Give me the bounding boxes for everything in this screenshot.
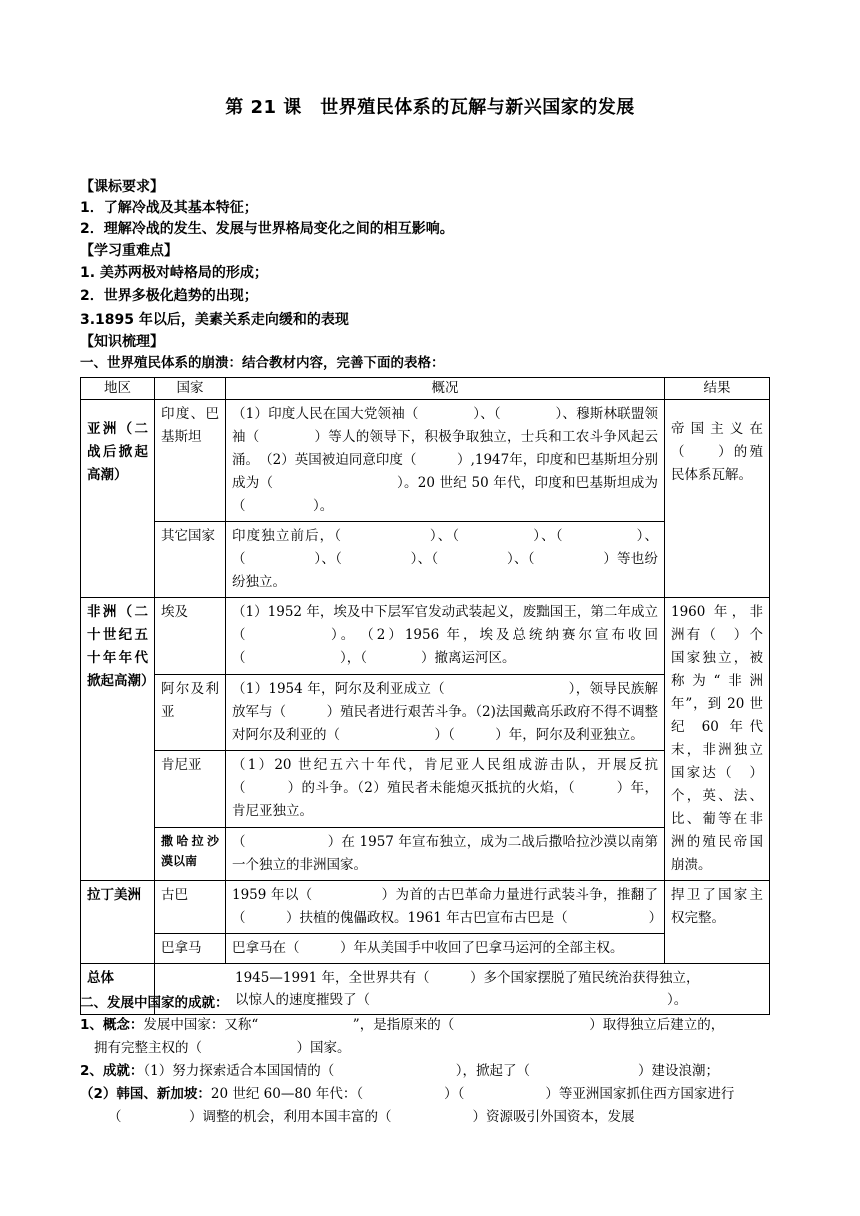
key-point-3: 3.1895 年以后，美素关系走向缓和的表现	[80, 312, 349, 328]
country-panama: 巴拿马	[155, 934, 226, 964]
overview-others: 印度独立前后，（ ）、（ ）、（ ）、（ ）、（ ）、（ ）、（ ）等也纷纷独立。	[226, 522, 665, 598]
total-label: 总体	[81, 964, 155, 1015]
country-cuba: 古巴	[155, 881, 226, 934]
overview-india-pakistan: （1）印度人民在国大党领袖（ ）、（ ）、穆斯林联盟领袖（ ）等人的领导下，积极争取独立，士兵和工农斗争风起云涌。 （2）英国被迫同意印度（ ）,1947年，印度和巴基斯坦分别成为（ ）。20 世纪 50 年代，印度和巴基斯坦成为（ ）。	[226, 400, 665, 522]
overview-sub-sahara: （ ）在 1957 年宣布独立，成为二战后撒哈拉沙漠以南第一个独立的非洲国家。	[226, 827, 665, 880]
country-algeria: 阿尔及利亚	[155, 674, 226, 751]
region-africa: 非洲（二十世纪五十年年代掀起高潮）	[81, 598, 155, 881]
curriculum-item-1: 1．了解冷战及其基本特征；	[80, 200, 258, 216]
achievements-text-2: 20 世纪 60—80 年代：（ ）（ ）等亚洲国家抓住西方国家进行	[210, 1086, 735, 1102]
achievements-line-1	[80, 1060, 780, 1083]
overview-algeria: （1）1954 年，阿尔及利亚成立（ ），领导民族解放军与（ ）殖民者进行艰苦斗争。（2)法国戴高乐政府不得不调整对阿尔及利亚的（ ）（ ）年，阿尔及利亚独立。	[226, 674, 665, 751]
colonial-collapse-table	[80, 377, 770, 1015]
achievements-text-3: （ ）调整的机会，利用本国丰富的（ ）资源吸引外国资本，发展	[108, 1109, 635, 1125]
result-asia: 帝国主义在（ ）的殖民体系瓦解。	[665, 400, 770, 598]
table-header-row	[81, 378, 770, 400]
korea-singapore-label: （2）韩国、新加坡：	[80, 1086, 211, 1102]
knowledge-heading: 【知识梳理】	[80, 334, 164, 350]
overview-egypt: （1）1952 年，埃及中下层军官发动武装起义，废黜国王，第二年成立（ ）。 （2）1956 年，埃及总统纳赛尔宣布收回（ ），（ ）撤离运河区。	[226, 598, 665, 675]
country-others: 其它国家	[155, 522, 226, 598]
achievements-label: 2、成就：	[80, 1063, 144, 1079]
total-line-1: 1945—1991 年，全世界共有（ ）多个国家摆脱了殖民统治获得独立，	[235, 970, 700, 986]
section-2-heading: 二、发展中国家的成就：	[80, 995, 229, 1011]
concept-text-2: 拥有完整主权的（ ）国家。	[94, 1040, 351, 1056]
overview-panama: 巴拿马在（ ）年从美国手中收回了巴拿马运河的全部主权。	[226, 934, 665, 964]
concept-line-1	[80, 1014, 780, 1037]
key-point-1: 1. 美苏两极对峙格局的形成；	[80, 265, 268, 281]
overview-kenya: （1）20 世纪五六十年代，肯尼亚人民组成游击队，开展反抗（ ）的斗争。（2）殖民者未能熄灭抵抗的火焰，（ ）年，肯尼亚独立。	[226, 751, 665, 828]
header-result: 结果	[665, 378, 770, 400]
concept-text-1: 发展中国家：又称“ ”，是指原来的（ ）取得独立后建立的，	[143, 1017, 725, 1033]
table-row	[81, 400, 770, 522]
concept-label: 1、概念：	[80, 1017, 144, 1033]
header-overview: 概况	[226, 378, 665, 400]
region-asia: 亚洲（二战后掀起高潮）	[81, 400, 155, 598]
key-points-heading: 【学习重难点】	[80, 243, 178, 259]
overview-cuba: 1959 年以（ ）为首的古巴革命力量进行武装斗争，推翻了（ ）扶植的傀儡政权。1961 年古巴宣布古巴是（ ）	[226, 881, 665, 934]
table-row	[81, 598, 770, 675]
country-egypt: 埃及	[155, 598, 226, 675]
section-1-heading: 一、世界殖民体系的崩溃：结合教材内容，完善下面的表格：	[80, 355, 445, 371]
header-country: 国家	[155, 378, 226, 400]
lesson-title: 第 21 课 世界殖民体系的瓦解与新兴国家的发展	[225, 97, 635, 118]
country-sub-sahara: 撒哈拉沙漠以南	[155, 827, 226, 880]
country-india-pakistan: 印度、巴基斯坦	[155, 400, 226, 522]
achievements-line-2	[80, 1083, 780, 1106]
total-line-2: 以惊人的速度摧毁了（ ）。	[235, 992, 688, 1008]
curriculum-heading: 【课标要求】	[80, 179, 164, 195]
table-row	[81, 881, 770, 934]
result-latin-america: 捍卫了国家主权完整。	[665, 881, 770, 964]
result-africa: 1960 年，非洲有（ ）个国家独立，被称为“非洲年”，到 20 世纪 60 年代末，非洲独立国家达（ ）个，英、法、比、葡等在非洲的殖民帝国崩溃。	[665, 598, 770, 881]
key-point-2: 2．世界多极化趋势的出现；	[80, 288, 258, 304]
achievements-text-1: （1）努力探索适合本国国情的（ ），掀起了（ ）建设浪潮；	[143, 1063, 719, 1079]
region-latin-america: 拉丁美洲	[81, 881, 155, 964]
header-region: 地区	[81, 378, 155, 400]
country-kenya: 肯尼亚	[155, 751, 226, 828]
curriculum-item-2: 2．理解冷战的发生、发展与世界格局变化之间的相互影响。	[80, 221, 454, 237]
